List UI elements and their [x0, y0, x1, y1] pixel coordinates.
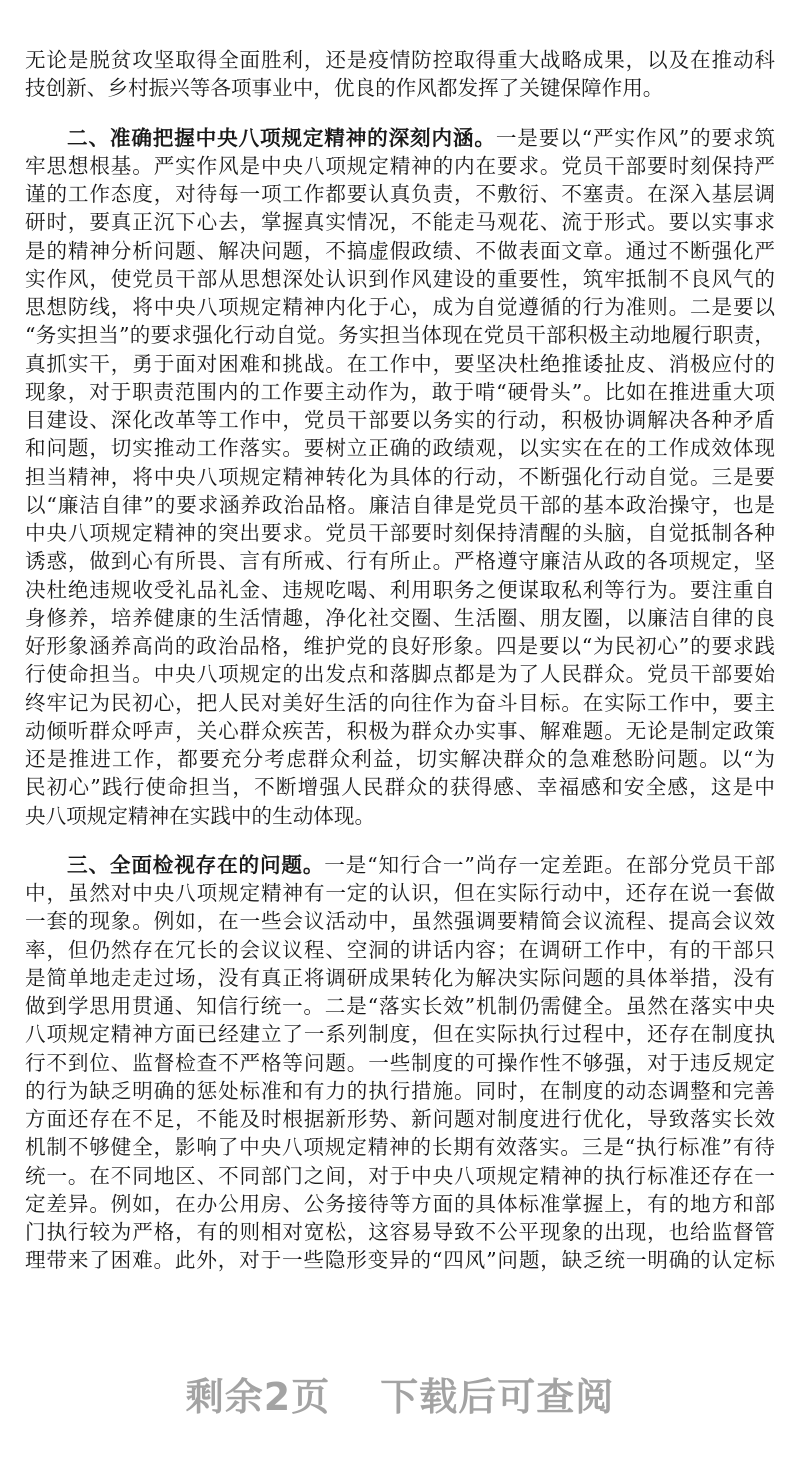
text-line: 方面还存在不足，不能及时根据新形势、新问题对制度进行优化，导致落实长效 [25, 1107, 775, 1131]
text-line: 以“廉洁自律”的要求涵养政治品格。廉洁自律是党员干部的基本政治操守，也是 [25, 492, 775, 517]
text-line: 统一。在不同地区、不同部门之间，对于中央八项规定精神的执行标准还存在一 [25, 1163, 775, 1188]
download-banner[interactable] [0, 1366, 800, 1421]
paragraph-first-line [25, 124, 775, 152]
text-line: 动倾听群众呼声，关心群众疾苦，积极为群众办实事、解难题。无论是制定政策 [25, 718, 775, 743]
text-line: 技创新、乡村振兴等各项事业中，优良的作风都发挥了关键保障作用。 [25, 76, 664, 101]
text-line: 机制不够健全，影响了中央八项规定精神的长期有效落实。三是“执行标准”有待 [25, 1135, 775, 1160]
text-line: 无论是脱贫攻坚取得全面胜利，还是疫情防控取得重大战略成果，以及在推动科 [25, 48, 775, 72]
text-line: 理带来了困难。此外，对于一些隐形变异的“四风”问题，缺乏统一明确的认定标 [25, 1248, 775, 1273]
text-line: 行不到位、监督检查不严格等问题。一些制度的可操作性不够强，对于违反规定 [25, 1050, 775, 1075]
remaining-pages-label: 剩余2页 [185, 1375, 331, 1419]
text-line: 目建设、深化改革等工作中，党员干部要以务实的行动，积极协调解决各种矛盾 [25, 408, 775, 432]
section-heading: 二、准确把握中央八项规定精神的深刻内涵。 [67, 125, 496, 150]
text-line: 谨的工作态度，对待每一项工作都要认真负责，不敷衍、不塞责。在深入基层调 [25, 182, 775, 206]
text-line: 中央八项规定精神的突出要求。党员干部要时刻保持清醒的头脑，自觉抵制各种 [25, 521, 775, 545]
download-hint-label: 下载后可查阅 [380, 1375, 615, 1419]
text-line: 担当精神，将中央八项规定精神转化为具体的行动，不断强化行动自觉。三是要 [25, 464, 775, 489]
text-line: 身修养，培养健康的生活情趣，净化社交圈、生活圈、朋友圈，以廉洁自律的良 [25, 605, 775, 630]
paragraph-section-two [25, 124, 775, 830]
text-line: 八项规定精神方面已经建立了一系列制度，但在实际执行过程中，还存在制度执 [25, 1022, 775, 1047]
document-body [25, 46, 775, 1296]
section-heading: 三、全面检视存在的问题。 [67, 852, 325, 877]
text-line: 的行为缺乏明确的惩处标准和有力的执行措施。同时，在制度的动态调整和完善 [25, 1078, 775, 1103]
text-line: 决杜绝违规收受礼品礼金、违规吃喝、利用职务之便谋取私利等行为。要注重自 [25, 577, 775, 602]
text-line: 率，但仍然存在冗长的会议议程、空洞的讲话内容；在调研工作中，有的干部只 [25, 937, 775, 962]
text-line: 好形象涵养高尚的政治品格，维护党的良好形象。四是要以“为民初心”的要求践 [25, 634, 775, 658]
text-line: 民初心”践行使命担当，不断增强人民群众的获得感、幸福感和安全感，这是中 [25, 775, 775, 800]
text-line: 牢思想根基。严实作风是中央八项规定精神的内在要求。党员干部要时刻保持严 [25, 153, 775, 178]
first-line-text: 一是要以“严实作风”的要求筑 [495, 125, 775, 150]
text-line: 现象，对于职责范围内的工作要主动作为，敢于啃“硬骨头”。比如在推进重大项 [25, 379, 775, 404]
text-line: “务实担当”的要求强化行动自觉。务实担当体现在党员干部积极主动地履行职责， [25, 323, 775, 348]
text-line: 和问题，切实推动工作落实。要树立正确的政绩观，以实实在在的工作成效体现 [25, 436, 775, 461]
text-line: 思想防线，将中央八项规定精神内化于心，成为自觉遵循的行为准则。二是要以 [25, 295, 775, 319]
paragraph-intro-continuation [25, 46, 775, 103]
text-line: 诱惑，做到心有所畏、言有所戒、行有所止。严格遵守廉洁从政的各项规定，坚 [25, 549, 775, 574]
text-line: 是简单地走走过场，没有真正将调研成果转化为解决实际问题的具体举措，没有 [25, 965, 775, 990]
text-line: 研时，要真正沉下心去，掌握真实情况，不能走马观花、流于形式。要以实事求 [25, 210, 775, 235]
text-line: 实作风，使党员干部从思想深处认识到作风建设的重要性，筑牢抵制不良风气的 [25, 266, 775, 291]
text-line: 一套的现象。例如，在一些会议活动中，虽然强调要精简会议流程、提高会议效 [25, 909, 775, 934]
text-line: 中，虽然对中央八项规定精神有一定的认识，但在实际行动中，还存在说一套做 [25, 881, 775, 905]
text-line: 终牢记为民初心，把人民对美好生活的向往作为奋斗目标。在实际工作中，要主 [25, 690, 775, 715]
paragraph-first-line [25, 851, 775, 879]
text-line: 央八项规定精神在实践中的生动体现。 [25, 803, 376, 828]
first-line-text: 一是“知行合一”尚存一定差距。在部分党员干部 [324, 852, 776, 877]
paragraph-section-three [25, 851, 775, 1275]
text-line: 定差异。例如，在办公用房、公务接待等方面的具体标准掌握上，有的地方和部 [25, 1191, 775, 1216]
text-line: 行使命担当。中央八项规定的出发点和落脚点都是为了人民群众。党员干部要始 [25, 662, 775, 687]
text-line: 做到学思用贯通、知信行统一。二是“落实长效”机制仍需健全。虽然在落实中央 [25, 994, 775, 1018]
text-line: 是的精神分析问题、解决问题，不搞虚假政绩、不做表面文章。通过不断强化严 [25, 238, 775, 263]
text-line: 门执行较为严格，有的则相对宽松，这容易导致不公平现象的出现，也给监督管 [25, 1220, 775, 1244]
text-line: 真抓实干，勇于面对困难和挑战。在工作中，要坚决杜绝推诿扯皮、消极应付的 [25, 351, 775, 376]
text-line: 还是推进工作，都要充分考虑群众利益，切实解决群众的急难愁盼问题。以“为 [25, 747, 775, 771]
